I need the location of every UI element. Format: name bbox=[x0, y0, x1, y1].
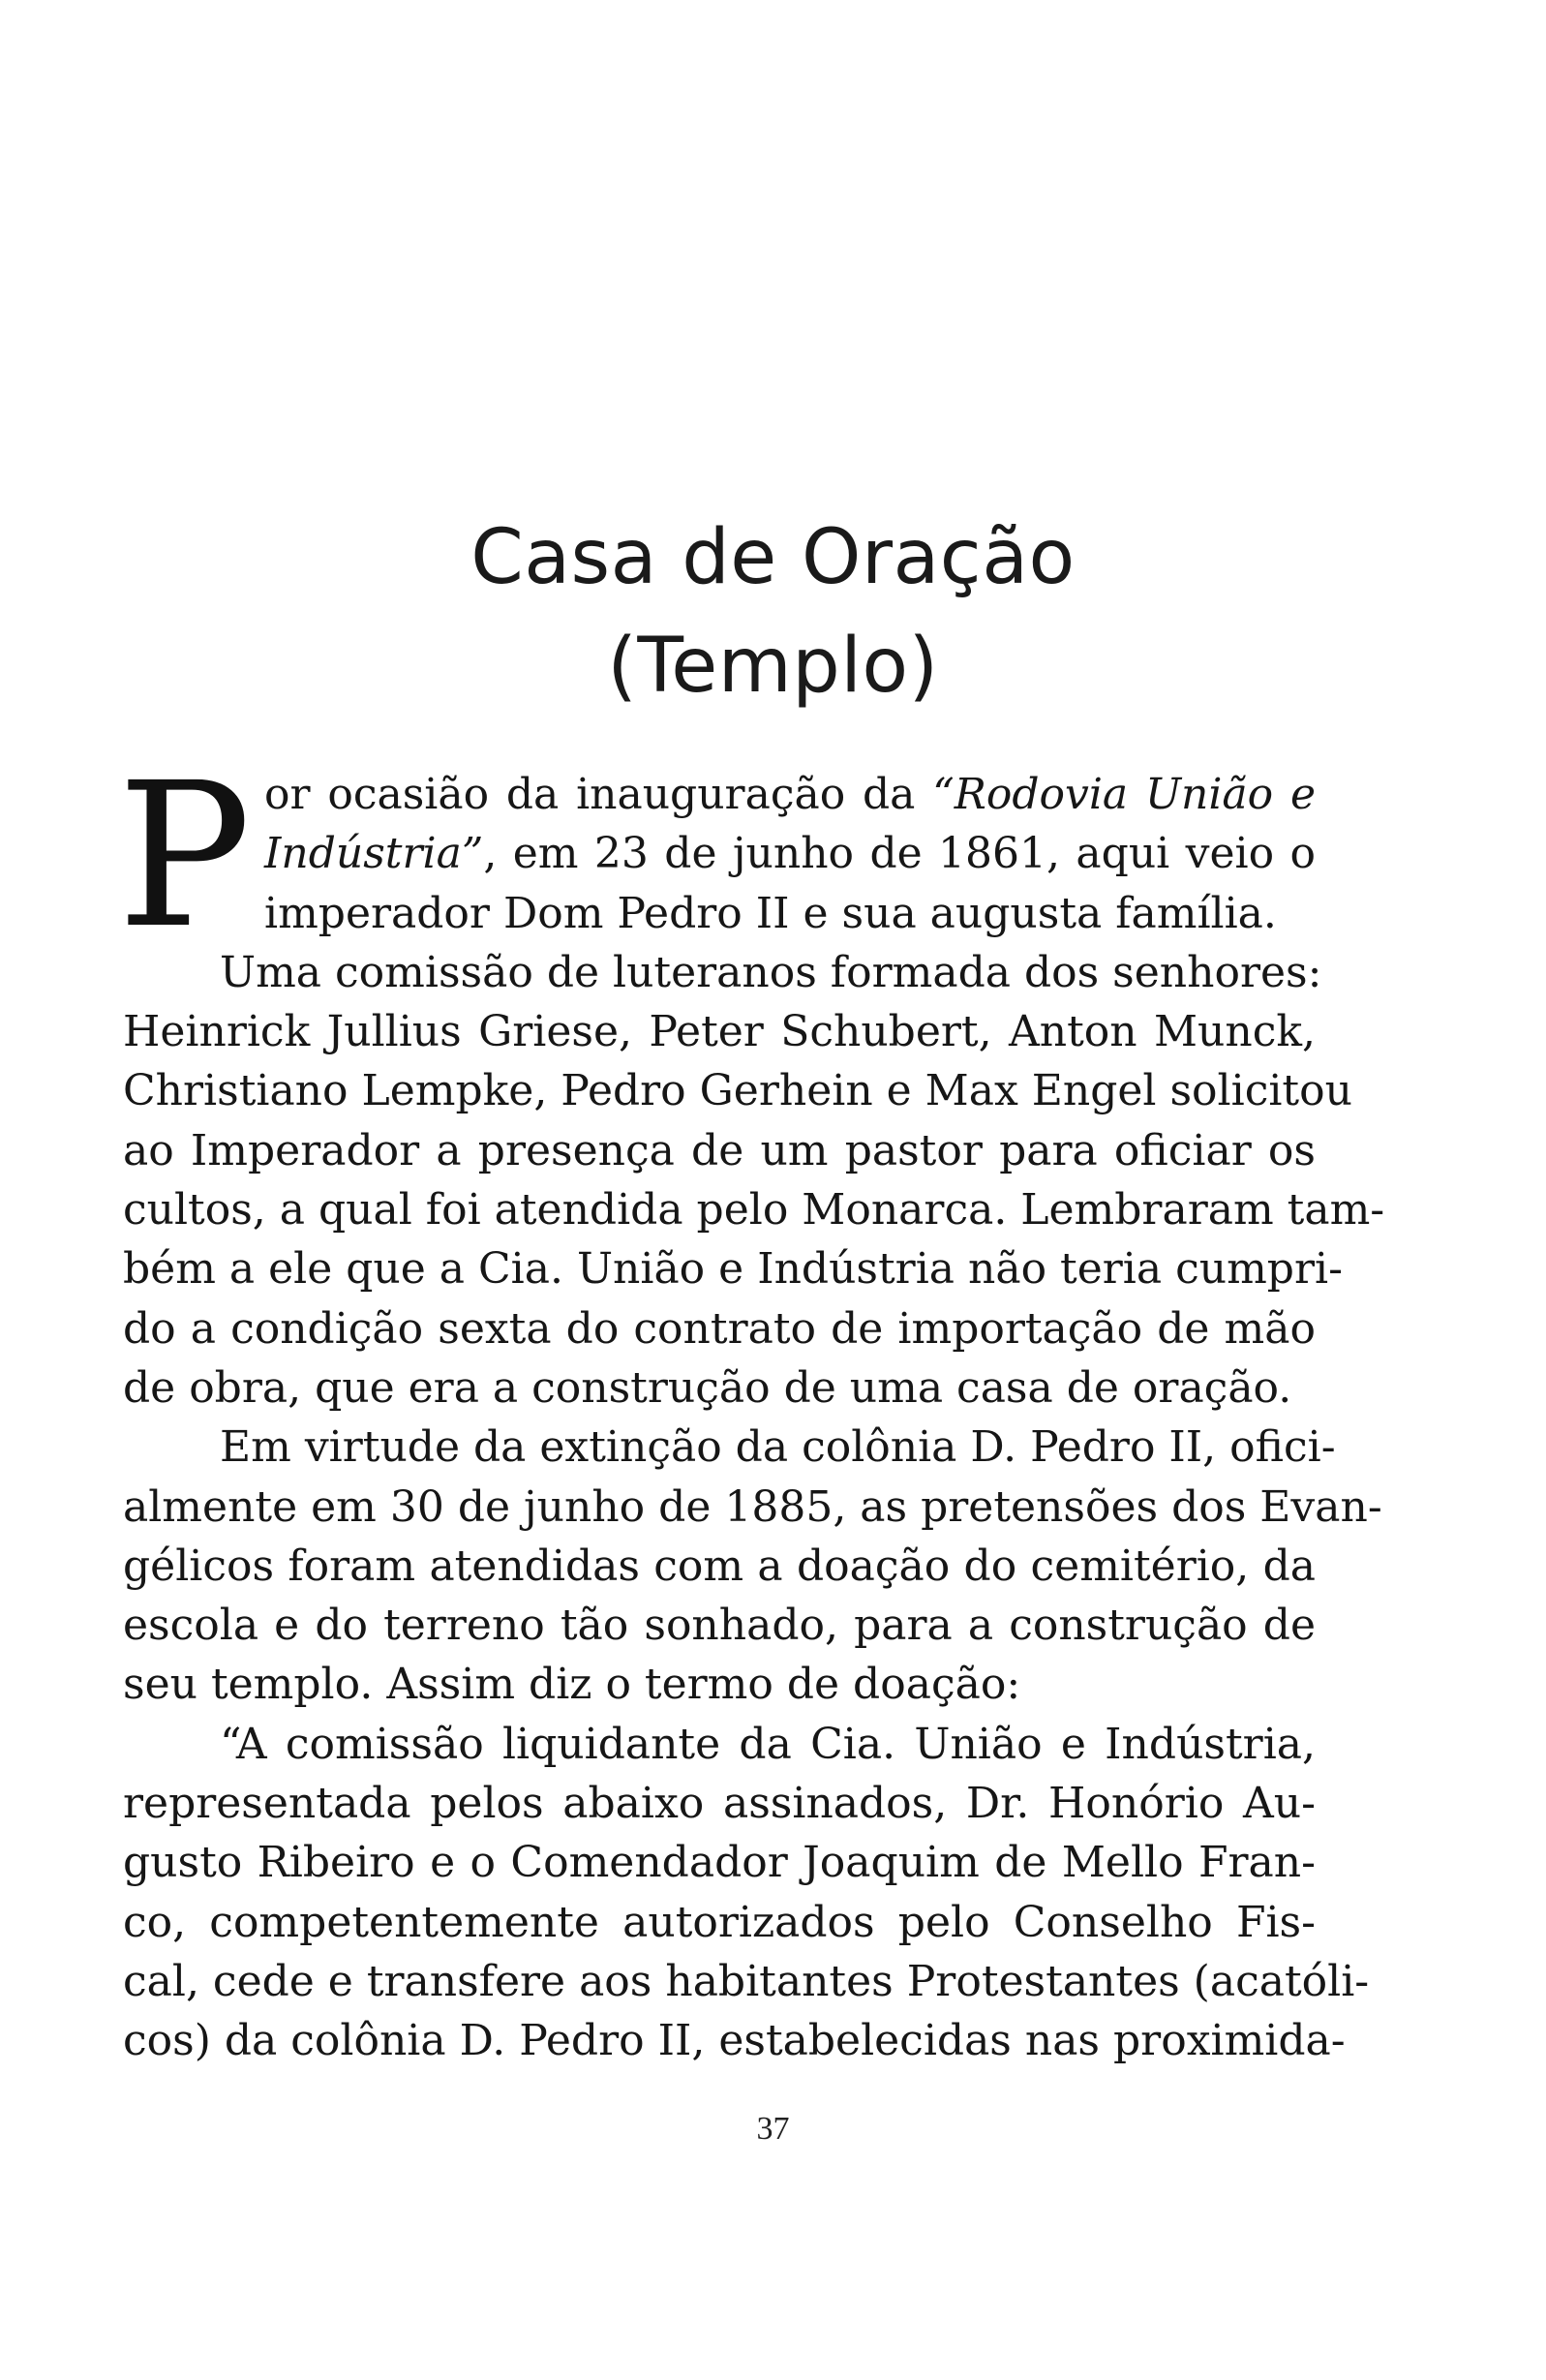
paragraph-2 bbox=[123, 943, 1385, 1418]
text-line: co, competentemente autorizados pelo Conselho Fis- bbox=[123, 1897, 1316, 1947]
text-line: bém a ele que a Cia. União e Indústria não teria cumpri- bbox=[123, 1244, 1343, 1295]
text-line: “A comissão liquidante da Cia. União e Indústria, bbox=[220, 1719, 1316, 1769]
text-line: seu templo. Assim diz o termo de doação: bbox=[123, 1660, 1021, 1710]
italic-title: “Rodovia União e bbox=[932, 770, 1316, 819]
chapter-title bbox=[0, 503, 1546, 720]
text-line: gélicos foram atendidas com a doação do cemitério, da bbox=[123, 1541, 1316, 1591]
text-line: do a condição sexta do contrato de importação de mão bbox=[123, 1303, 1316, 1354]
body-text bbox=[117, 740, 1385, 2071]
text-line bbox=[264, 765, 1316, 824]
text-line: de obra, que era a construção de uma casa de oração. bbox=[123, 1362, 1292, 1413]
chapter-title-line-1: Casa de Oração bbox=[470, 514, 1076, 601]
text-line: representada pelos abaixo assinados, Dr. Honório Au- bbox=[123, 1779, 1316, 1829]
drop-cap: P bbox=[117, 740, 252, 972]
text-line: gusto Ribeiro e o Comendador Joaquim de Mello Fran- bbox=[123, 1838, 1316, 1888]
chapter-title-line-2: (Templo) bbox=[607, 623, 939, 710]
italic-title: Indústria” bbox=[264, 829, 484, 879]
text-line: escola e do terreno tão sonhado, para a construção de bbox=[123, 1601, 1316, 1651]
text-line: ao Imperador a presença de um pastor para oficiar os bbox=[123, 1125, 1316, 1175]
text-line: Uma comissão de luteranos formada dos senhores: bbox=[220, 947, 1322, 997]
text-span: or ocasião da inauguração da bbox=[264, 770, 933, 819]
paragraph-4 bbox=[123, 1715, 1370, 2071]
page-number: 37 bbox=[756, 2111, 790, 2147]
text-line bbox=[264, 824, 1316, 883]
text-line: imperador Dom Pedro II e sua augusta família. bbox=[264, 888, 1277, 938]
text-line: Christiano Lempke, Pedro Gerhein e Max Engel solicitou bbox=[123, 1066, 1352, 1116]
paragraph-3 bbox=[123, 1418, 1382, 1714]
text-line: Heinrick Jullius Griese, Peter Schubert, Anton Munck, bbox=[123, 1007, 1316, 1057]
text-span: , em 23 de junho de 1861, aqui veio o bbox=[483, 829, 1316, 879]
text-line: almente em 30 de junho de 1885, as pretensões dos Evan- bbox=[123, 1481, 1382, 1532]
text-line: Em virtude da extinção da colônia D. Pedro II, ofici- bbox=[220, 1422, 1336, 1473]
text-line: cal, cede e transfere aos habitantes Protestantes (acatóli- bbox=[123, 1956, 1370, 2006]
paragraph-1 bbox=[117, 740, 1316, 972]
text-line: cos) da colônia D. Pedro II, estabelecidas nas proximida- bbox=[123, 2016, 1346, 2066]
text-line: cultos, a qual foi atendida pelo Monarca. Lembraram tam- bbox=[123, 1185, 1385, 1236]
